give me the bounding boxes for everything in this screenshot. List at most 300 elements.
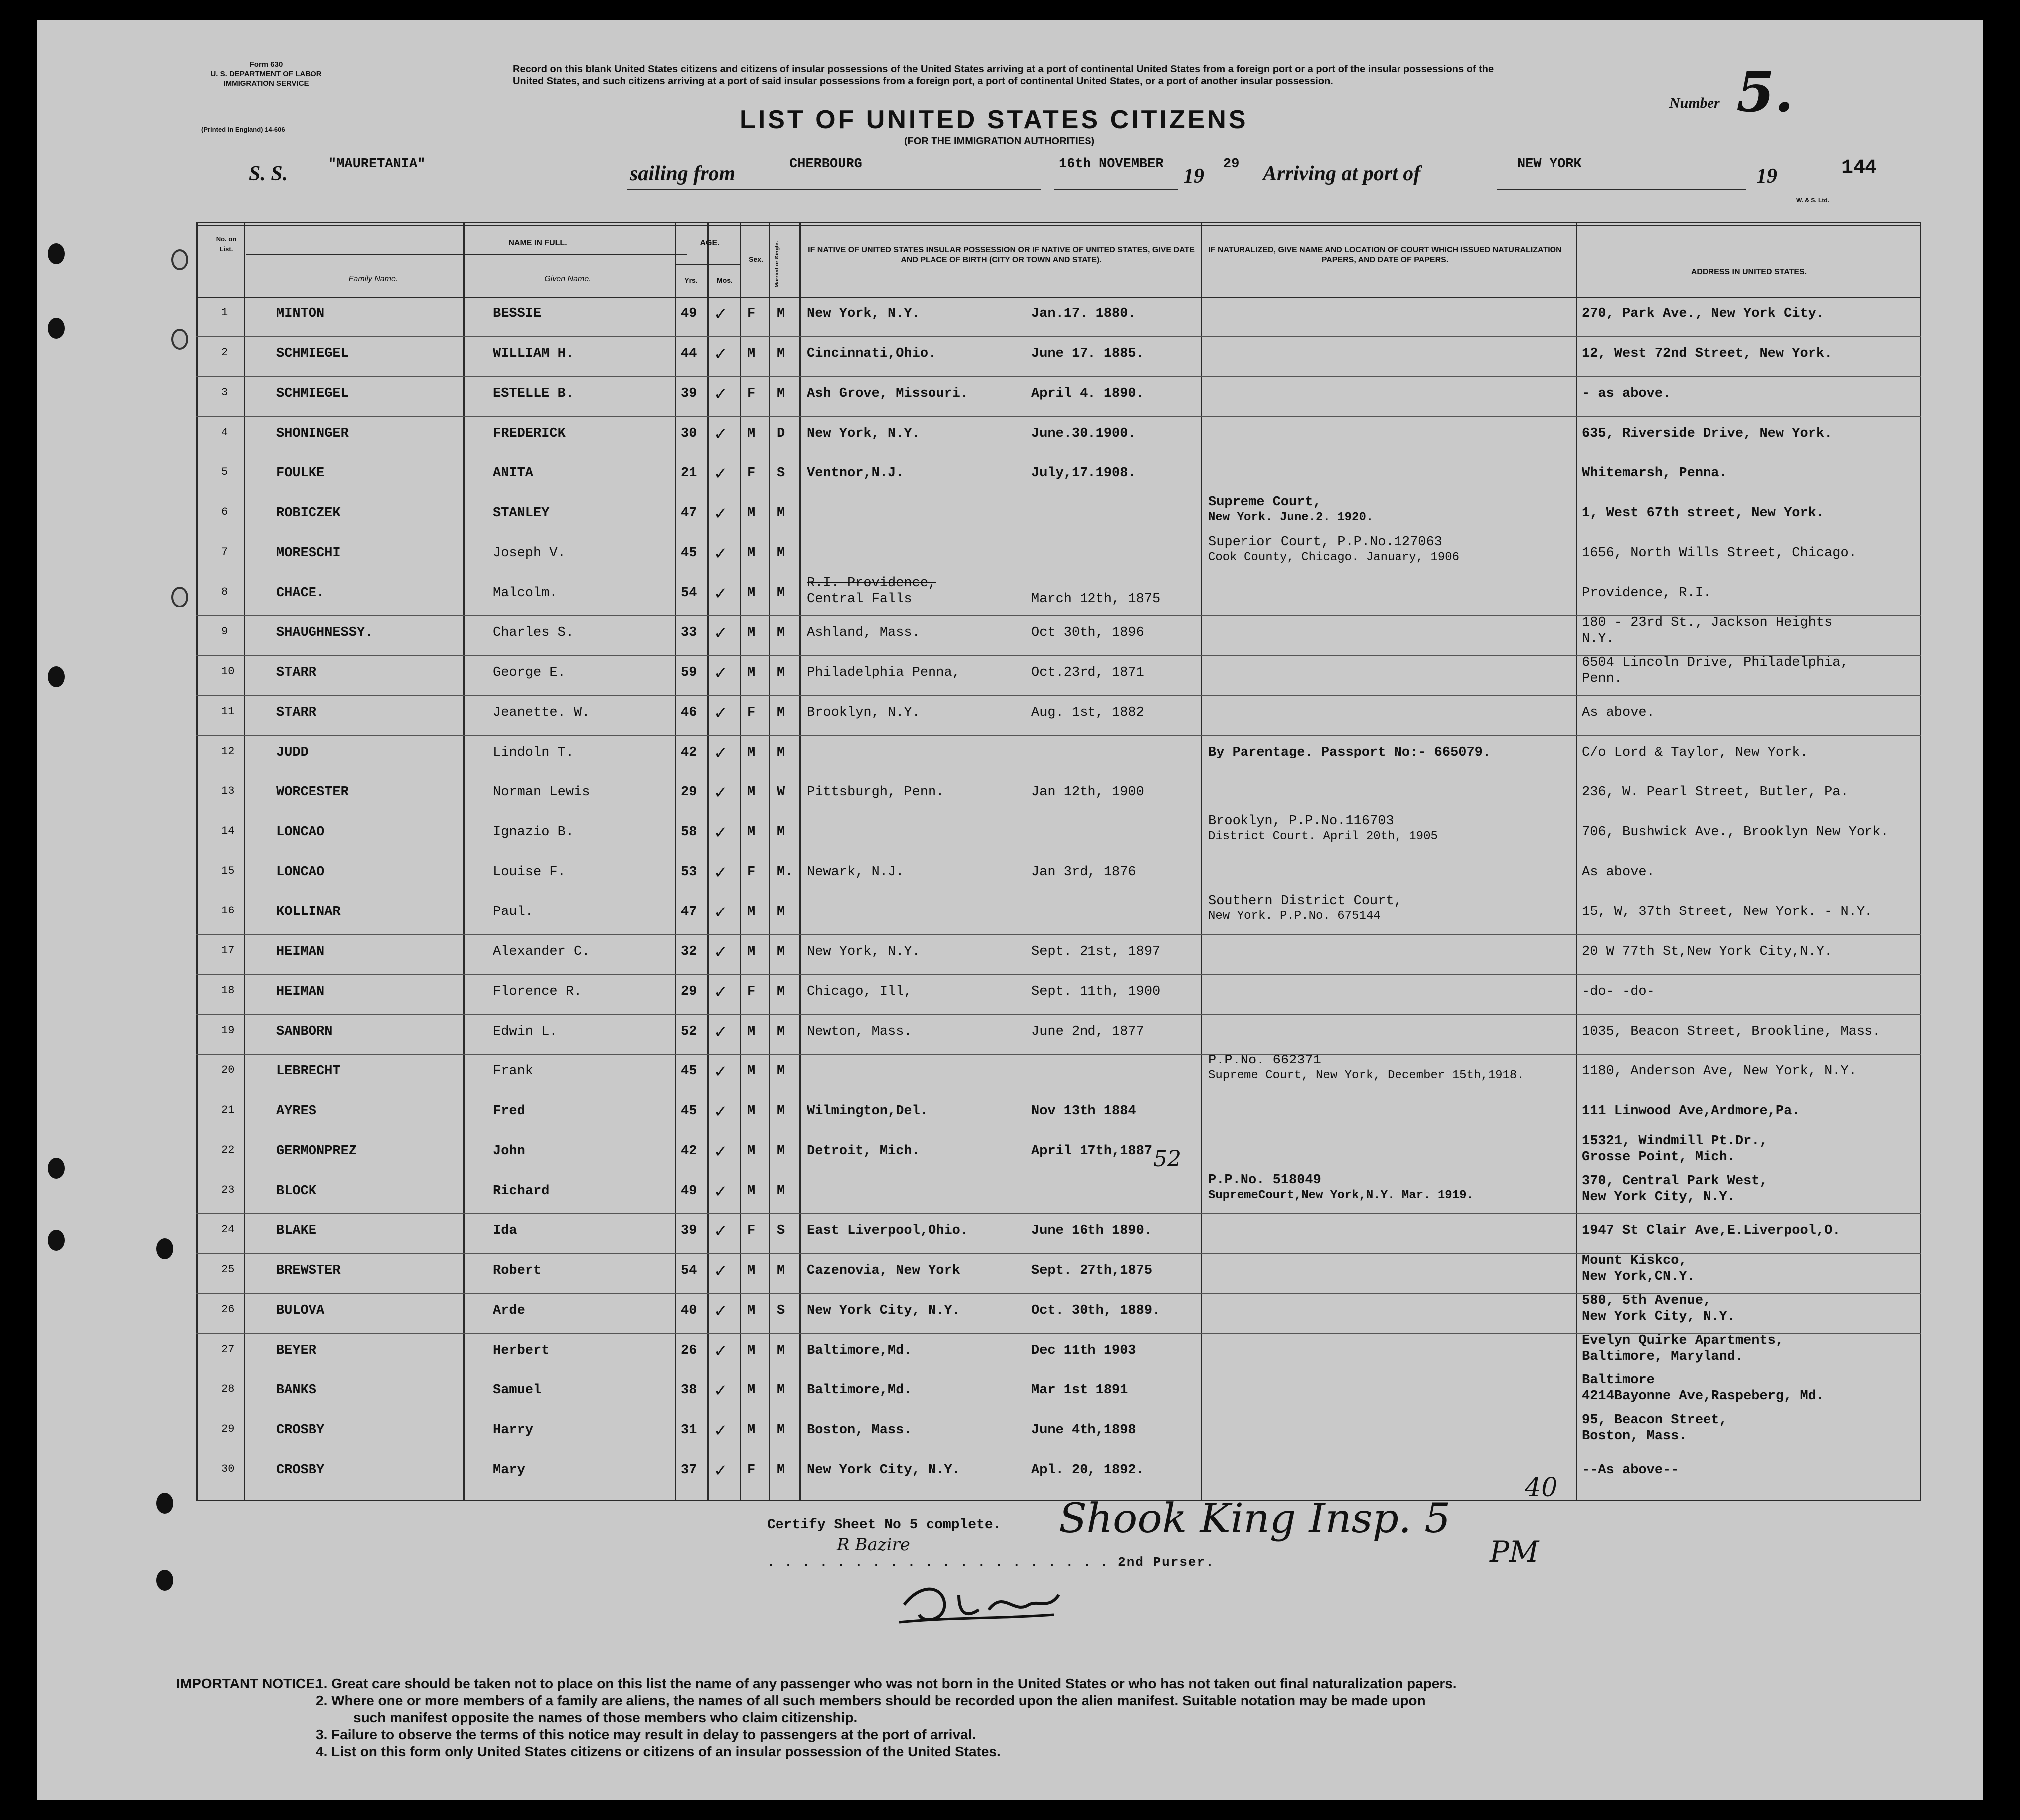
marital-status: M — [777, 1343, 785, 1358]
check-mark: ✓ — [715, 384, 726, 406]
address: 1, West 67th street, New York. — [1582, 506, 1825, 521]
address: 270, Park Ave., New York City. — [1582, 306, 1825, 321]
purser-label: 2nd Purser. — [1118, 1555, 1215, 1570]
check-mark: ✓ — [715, 863, 726, 884]
check-mark: ✓ — [715, 663, 726, 685]
given-name: STANLEY — [493, 506, 550, 521]
family-name: CROSBY — [276, 1423, 325, 1438]
sheet-code: 144 — [1841, 157, 1877, 179]
col-header-birth: IF NATIVE OF UNITED STATES INSULAR POSSESSION OR IF NATIVE OF UNITED STATES, GIVE DATE AND PLACE OF BIRTH (CITY OR TOWN AND STATE). — [808, 246, 1195, 264]
birth-place: Ashland, Mass. — [807, 625, 920, 640]
given-name: Jeanette. W. — [493, 705, 590, 720]
row-number: 17 — [221, 944, 235, 957]
age-years: 53 — [681, 865, 697, 880]
family-name: JUDD — [276, 745, 309, 760]
given-name: Louise F. — [493, 865, 566, 880]
col-line-yrs — [707, 222, 709, 1500]
age-years: 29 — [681, 984, 697, 999]
family-name: KOLLINAR — [276, 905, 341, 919]
rule — [1054, 189, 1178, 190]
age-years: 38 — [681, 1383, 697, 1398]
birth-date: April 17th,1887 — [1031, 1144, 1153, 1159]
given-name: BESSIE — [493, 306, 542, 321]
check-mark: ✓ — [715, 903, 726, 924]
printer-mark: W. & S. Ltd. — [1796, 197, 1829, 204]
address: Baltimore, Maryland. — [1582, 1349, 1744, 1364]
birth-place: Boston, Mass. — [807, 1423, 912, 1438]
check-mark: ✓ — [715, 1062, 726, 1083]
given-name: Richard — [493, 1184, 550, 1199]
row-number: 23 — [221, 1184, 235, 1196]
birth-place: Ash Grove, Missouri. — [807, 386, 969, 401]
header-bottom-rule — [196, 297, 1921, 298]
inspector-time: 40 — [1525, 1473, 1558, 1503]
family-name: FOULKE — [276, 466, 325, 481]
naturalization-court: P.P.No. 662371 — [1208, 1053, 1321, 1068]
birth-place: Cincinnati,Ohio. — [807, 346, 936, 361]
notice-item: such manifest opposite the names of those members who claim citizenship. — [353, 1710, 858, 1725]
inspector-signature: Shook King Insp. 5 — [1059, 1495, 1451, 1542]
age-years: 42 — [681, 1144, 697, 1159]
col-line-birth — [1201, 222, 1202, 1500]
family-name: SANBORN — [276, 1024, 333, 1039]
address: 95, Beacon Street, — [1582, 1413, 1727, 1428]
row-number: 5 — [221, 466, 228, 478]
notice-item: 3. Failure to observe the terms of this notice may result in delay to passengers at the port of arrival. — [316, 1727, 976, 1742]
manifest-sheet — [37, 20, 1983, 1800]
birth-date: June 4th,1898 — [1031, 1423, 1136, 1438]
birth-place: New York City, N.Y. — [807, 1463, 960, 1478]
marital-status: M — [777, 1463, 785, 1478]
col-line-family — [463, 222, 465, 1500]
family-name: BULOVA — [276, 1303, 325, 1318]
address: 1947 St Clair Ave,E.Liverpool,O. — [1582, 1223, 1841, 1238]
form-number: Form 630 — [249, 60, 283, 69]
marital-status: M — [777, 905, 785, 919]
family-name: STARR — [276, 705, 317, 720]
birth-date: Mar 1st 1891 — [1031, 1383, 1128, 1398]
address: 6504 Lincoln Drive, Philadelphia, — [1582, 655, 1849, 670]
row-rule — [196, 416, 1921, 417]
naturalization-details: New York. June.2. 1920. — [1208, 511, 1374, 524]
address: 15, W, 37th Street, New York. - N.Y. — [1582, 905, 1873, 919]
age-years: 45 — [681, 1104, 697, 1119]
family-name: BLAKE — [276, 1223, 317, 1238]
birth-place: Chicago, Ill, — [807, 984, 912, 999]
binder-hole-ring — [171, 329, 188, 350]
birth-place: New York City, N.Y. — [807, 1303, 960, 1318]
age-years: 31 — [681, 1423, 697, 1438]
address: 111 Linwood Ave,Ardmore,Pa. — [1582, 1104, 1800, 1119]
check-mark: ✓ — [715, 743, 726, 764]
marital-status: S — [777, 1303, 785, 1318]
age-years: 30 — [681, 426, 697, 441]
check-mark: ✓ — [715, 1341, 726, 1363]
family-name: WORCESTER — [276, 785, 349, 800]
age-years: 29 — [681, 785, 697, 800]
naturalization-details: New York. P.P.No. 675144 — [1208, 910, 1381, 923]
row-number: 29 — [221, 1423, 235, 1435]
birth-date: Jan 3rd, 1876 — [1031, 865, 1136, 880]
address: 706, Bushwick Ave., Brooklyn New York. — [1582, 825, 1889, 840]
address: 236, W. Pearl Street, Butler, Pa. — [1582, 785, 1849, 800]
row-rule — [196, 336, 1921, 337]
address: --As above-- — [1582, 1463, 1679, 1478]
binder-hole — [156, 1570, 173, 1591]
birth-date: Sept. 27th,1875 — [1031, 1263, 1153, 1278]
address: Evelyn Quirke Apartments, — [1582, 1333, 1784, 1348]
row-rule — [196, 376, 1921, 377]
number-label: Number — [1669, 95, 1720, 111]
sex: M — [747, 745, 756, 760]
family-name: AYRES — [276, 1104, 317, 1119]
marital-status: D — [777, 426, 785, 441]
given-name: Paul. — [493, 905, 534, 919]
age-years: 37 — [681, 1463, 697, 1478]
birth-place: Brooklyn, N.Y. — [807, 705, 920, 720]
marital-status: M — [777, 825, 785, 840]
check-mark: ✓ — [715, 304, 726, 326]
col-header-mos: Mos. — [717, 276, 733, 284]
marital-status: M — [777, 1064, 785, 1079]
family-name: SHONINGER — [276, 426, 349, 441]
sex: M — [747, 1383, 756, 1398]
col-header-address: ADDRESS IN UNITED STATES. — [1691, 268, 1807, 276]
given-name: Ignazio B. — [493, 825, 574, 840]
row-number: 19 — [221, 1024, 235, 1037]
check-mark: ✓ — [715, 1261, 726, 1283]
marital-status: M — [777, 346, 785, 361]
address: - as above. — [1582, 386, 1671, 401]
address: 370, Central Park West, — [1582, 1174, 1768, 1189]
sex: F — [747, 466, 756, 481]
page-subtitle: (FOR THE IMMIGRATION AUTHORITIES) — [904, 136, 1095, 147]
form-header — [152, 60, 381, 88]
given-name: ANITA — [493, 466, 534, 481]
family-name: BREWSTER — [276, 1263, 341, 1278]
birth-place: Wilmington,Del. — [807, 1104, 929, 1119]
col-line-naturalized — [1576, 222, 1577, 1500]
row-number: 4 — [221, 426, 228, 439]
birth-place: New York, N.Y. — [807, 306, 920, 321]
marital-status: W — [777, 785, 785, 800]
row-number: 3 — [221, 386, 228, 399]
age-years: 59 — [681, 665, 697, 680]
check-mark: ✓ — [715, 464, 726, 485]
family-name: SHAUGHNESSY. — [276, 625, 373, 640]
check-mark: ✓ — [715, 584, 726, 605]
row-number: 16 — [221, 905, 235, 917]
age-years: 47 — [681, 506, 697, 521]
family-name: LEBRECHT — [276, 1064, 341, 1079]
service-name: IMMIGRATION SERVICE — [223, 79, 309, 88]
family-name: BEYER — [276, 1343, 317, 1358]
check-mark: ✓ — [715, 623, 726, 645]
sex: M — [747, 1303, 756, 1318]
row-number: 8 — [221, 586, 228, 598]
family-name: SCHMIEGEL — [276, 386, 349, 401]
sex: M — [747, 1423, 756, 1438]
address: Grosse Point, Mich. — [1582, 1150, 1735, 1165]
col-line-no — [244, 222, 245, 1500]
address: -do- -do- — [1582, 984, 1655, 999]
notice-item: 1. Great care should be taken not to place on this list the name of any passenger who was not born in the United States or who has not taken out final naturalization papers. — [316, 1676, 1457, 1691]
family-name: CHACE. — [276, 586, 325, 601]
marital-status: M — [777, 506, 785, 521]
sex: F — [747, 705, 756, 720]
ship-name: "MAURETANIA" — [328, 157, 426, 172]
naturalization-court: Superior Court, P.P.No.127063 — [1208, 535, 1442, 550]
address: 4214Bayonne Ave,Raspeberg, Md. — [1582, 1389, 1825, 1404]
sex: M — [747, 665, 756, 680]
family-name: LONCAO — [276, 865, 325, 880]
address: Penn. — [1582, 671, 1623, 686]
marital-status: M — [777, 1383, 785, 1398]
row-rule — [196, 1213, 1921, 1214]
family-name: GERMONPREZ — [276, 1144, 357, 1159]
col-header-name: NAME IN FULL. — [508, 239, 567, 247]
col-line-mos — [740, 222, 741, 1500]
marital-status: M — [777, 1263, 785, 1278]
birth-date: Oct 30th, 1896 — [1031, 625, 1144, 640]
birth-date: Oct. 30th, 1889. — [1031, 1303, 1161, 1318]
birth-place: Ventnor,N.J. — [807, 466, 904, 481]
department-name: U. S. DEPARTMENT OF LABOR — [210, 70, 322, 78]
given-name: Samuel — [493, 1383, 542, 1398]
age-years: 42 — [681, 745, 697, 760]
family-name: ROBICZEK — [276, 506, 341, 521]
birth-place: Central Falls — [807, 592, 912, 607]
given-name: Lindoln T. — [493, 745, 574, 760]
given-name: Norman Lewis — [493, 785, 590, 800]
given-name: WILLIAM H. — [493, 346, 574, 361]
birth-place: R.I. Providence, — [807, 576, 936, 591]
binder-hole-ring — [171, 587, 188, 607]
row-rule — [196, 735, 1921, 736]
marital-status: M — [777, 705, 785, 720]
given-name: FREDERICK — [493, 426, 566, 441]
age-years: 32 — [681, 944, 697, 959]
check-mark: ✓ — [715, 703, 726, 725]
row-rule — [196, 974, 1921, 975]
col-header-age: AGE. — [700, 239, 720, 247]
birth-place: Newark, N.J. — [807, 865, 904, 880]
naturalization-details: Supreme Court, New York, December 15th,1918. — [1208, 1069, 1524, 1082]
marital-status: M — [777, 386, 785, 401]
given-name: George E. — [493, 665, 566, 680]
sex: F — [747, 1223, 756, 1238]
birth-place: New York, N.Y. — [807, 426, 920, 441]
address: New York,CN.Y. — [1582, 1269, 1695, 1284]
row-number: 27 — [221, 1343, 235, 1356]
binder-hole — [48, 243, 65, 264]
birth-date: Nov 13th 1884 — [1031, 1104, 1136, 1119]
sex: F — [747, 865, 756, 880]
address: 15321, Windmill Pt.Dr., — [1582, 1134, 1768, 1149]
family-name: BLOCK — [276, 1184, 317, 1199]
row-number: 11 — [221, 705, 235, 718]
birth-date: June 17. 1885. — [1031, 346, 1144, 361]
col-line-right — [1920, 222, 1921, 1500]
arrival-year-prefix: 19 — [1756, 165, 1777, 188]
binder-hole — [156, 1238, 173, 1259]
check-mark: ✓ — [715, 1221, 726, 1243]
age-years: 49 — [681, 1184, 697, 1199]
address: Mount Kiskco, — [1582, 1253, 1687, 1268]
address: 1180, Anderson Ave, New York, N.Y. — [1582, 1064, 1857, 1079]
row-number: 20 — [221, 1064, 235, 1076]
col-line-sex — [769, 222, 770, 1500]
family-name: STARR — [276, 665, 317, 680]
birth-place: Philadelphia Penna, — [807, 665, 960, 680]
row-number: 28 — [221, 1383, 235, 1395]
port-of-arrival: NEW YORK — [1517, 157, 1582, 172]
address: Baltimore — [1582, 1373, 1655, 1388]
birth-place: Baltimore,Md. — [807, 1383, 912, 1398]
birth-date: Jan 12th, 1900 — [1031, 785, 1144, 800]
age-years: 47 — [681, 905, 697, 919]
binder-hole — [48, 1158, 65, 1179]
col-header-married: Married or Single. — [774, 241, 780, 288]
age-years: 46 — [681, 705, 697, 720]
sex: M — [747, 426, 756, 441]
birth-date: Aug. 1st, 1882 — [1031, 705, 1144, 720]
ss-label: S. S. — [249, 162, 288, 185]
row-number: 2 — [221, 346, 228, 359]
inspector-pm: PM — [1490, 1535, 1539, 1569]
birth-date: Dec 11th 1903 — [1031, 1343, 1136, 1358]
marital-status: M — [777, 1184, 785, 1199]
naturalization-details: Cook County, Chicago. January, 1906 — [1208, 551, 1460, 564]
col-header-sex: Sex. — [749, 255, 763, 263]
check-mark: ✓ — [715, 544, 726, 565]
marital-status: S — [777, 466, 785, 481]
birth-date: June 16th 1890. — [1031, 1223, 1153, 1238]
family-name: LONCAO — [276, 825, 325, 840]
sex: M — [747, 625, 756, 640]
family-name: SCHMIEGEL — [276, 346, 349, 361]
given-name: Charles S. — [493, 625, 574, 640]
naturalization-court: By Parentage. Passport No:- 665079. — [1208, 745, 1491, 760]
row-rule — [196, 934, 1921, 935]
family-name: MINTON — [276, 306, 325, 321]
check-mark: ✓ — [715, 344, 726, 366]
family-name: HEIMAN — [276, 984, 325, 999]
birth-place: Pittsburgh, Penn. — [807, 785, 944, 800]
age-years: 58 — [681, 825, 697, 840]
row-number: 18 — [221, 984, 235, 997]
marital-status: M — [777, 1024, 785, 1039]
col-line-left — [196, 222, 198, 1500]
number-value: 5. — [1736, 60, 1794, 124]
top-notice: Record on this blank United States citizens and citizens of insular possessions of the United States arriving at a port of continental United States from a foreign port or a port of the insular possessions of the United States, and such citizens arriving at a port of said insular possessions from a foreign port, a port of continental United States, or a port of another insular possession. — [513, 64, 1494, 87]
marital-status: M — [777, 625, 785, 640]
address: New York City, N.Y. — [1582, 1309, 1735, 1324]
sex: M — [747, 1104, 756, 1119]
address: 1035, Beacon Street, Brookline, Mass. — [1582, 1024, 1881, 1039]
sex: F — [747, 984, 756, 999]
notice-item: 2. Where one or more members of a family are aliens, the names of all such members should be recorded upon the alien manifest. Suitable notation may be made upon — [316, 1693, 1426, 1708]
marital-status: M — [777, 1144, 785, 1159]
row-number: 13 — [221, 785, 235, 797]
given-name: Florence R. — [493, 984, 582, 999]
address: 12, West 72nd Street, New York. — [1582, 346, 1833, 361]
age-years: 33 — [681, 625, 697, 640]
check-mark: ✓ — [715, 982, 726, 1004]
check-mark: ✓ — [715, 783, 726, 804]
marital-status: M — [777, 306, 785, 321]
sex: M — [747, 1184, 756, 1199]
given-name: Alexander C. — [493, 944, 590, 959]
birth-date: June.30.1900. — [1031, 426, 1136, 441]
col-header-no: No. on List. — [216, 235, 237, 253]
check-mark: ✓ — [715, 1022, 726, 1044]
given-name: Joseph V. — [493, 546, 566, 561]
birth-place: New York, N.Y. — [807, 944, 920, 959]
marital-status: M — [777, 984, 785, 999]
sex: M — [747, 825, 756, 840]
birth-date: March 12th, 1875 — [1031, 592, 1161, 607]
check-mark: ✓ — [715, 1142, 726, 1163]
row-number: 9 — [221, 625, 228, 638]
row-number: 22 — [221, 1144, 235, 1156]
row-number: 12 — [221, 745, 235, 758]
address: Providence, R.I. — [1582, 586, 1711, 601]
age-years: 54 — [681, 1263, 697, 1278]
sex: M — [747, 1263, 756, 1278]
sex: M — [747, 785, 756, 800]
check-mark: ✓ — [715, 1381, 726, 1402]
col-header-naturalized: IF NATURALIZED, GIVE NAME AND LOCATION OF COURT WHICH ISSUED NATURALIZATION PAPERS, AND DATE OF PAPERS. — [1208, 246, 1562, 264]
purser-line: . . . . . . . . . . . . . . . . . . . . 2nd Purser. — [767, 1555, 1215, 1570]
table-top-rule — [196, 222, 1921, 223]
arriving-label: Arriving at port of — [1263, 162, 1421, 185]
sex: M — [747, 506, 756, 521]
sex: M — [747, 1343, 756, 1358]
address: As above. — [1582, 705, 1655, 720]
sex: F — [747, 386, 756, 401]
age-years: 21 — [681, 466, 697, 481]
sex: F — [747, 1463, 756, 1478]
birth-date: Sept. 11th, 1900 — [1031, 984, 1161, 999]
col-header-family: Family Name. — [348, 275, 398, 283]
naturalization-court: Brooklyn, P.P.No.116703 — [1208, 814, 1394, 829]
given-name: Malcolm. — [493, 586, 558, 601]
important-notice-heading: IMPORTANT NOTICE. — [176, 1676, 319, 1691]
table-top-rule — [196, 225, 1921, 226]
row-number: 26 — [221, 1303, 235, 1316]
marital-status: M — [777, 745, 785, 760]
row-number: 7 — [221, 546, 228, 558]
marital-status: M. — [777, 865, 793, 880]
birth-place: East Liverpool,Ohio. — [807, 1223, 969, 1238]
age-years: 54 — [681, 586, 697, 601]
given-name: Arde — [493, 1303, 525, 1318]
marital-status: M — [777, 546, 785, 561]
birth-date: Oct.23rd, 1871 — [1031, 665, 1144, 680]
naturalization-details: District Court. April 20th, 1905 — [1208, 830, 1438, 843]
birth-date: April 4. 1890. — [1031, 386, 1144, 401]
address: Boston, Mass. — [1582, 1429, 1687, 1444]
birth-place: Baltimore,Md. — [807, 1343, 912, 1358]
row-number: 1 — [221, 306, 228, 319]
given-name: Robert — [493, 1263, 542, 1278]
name-header-rule — [246, 254, 687, 255]
naturalization-court: Southern District Court, — [1208, 894, 1402, 909]
check-mark: ✓ — [715, 1421, 726, 1442]
binder-hole — [48, 1230, 65, 1251]
given-name: Herbert — [493, 1343, 550, 1358]
